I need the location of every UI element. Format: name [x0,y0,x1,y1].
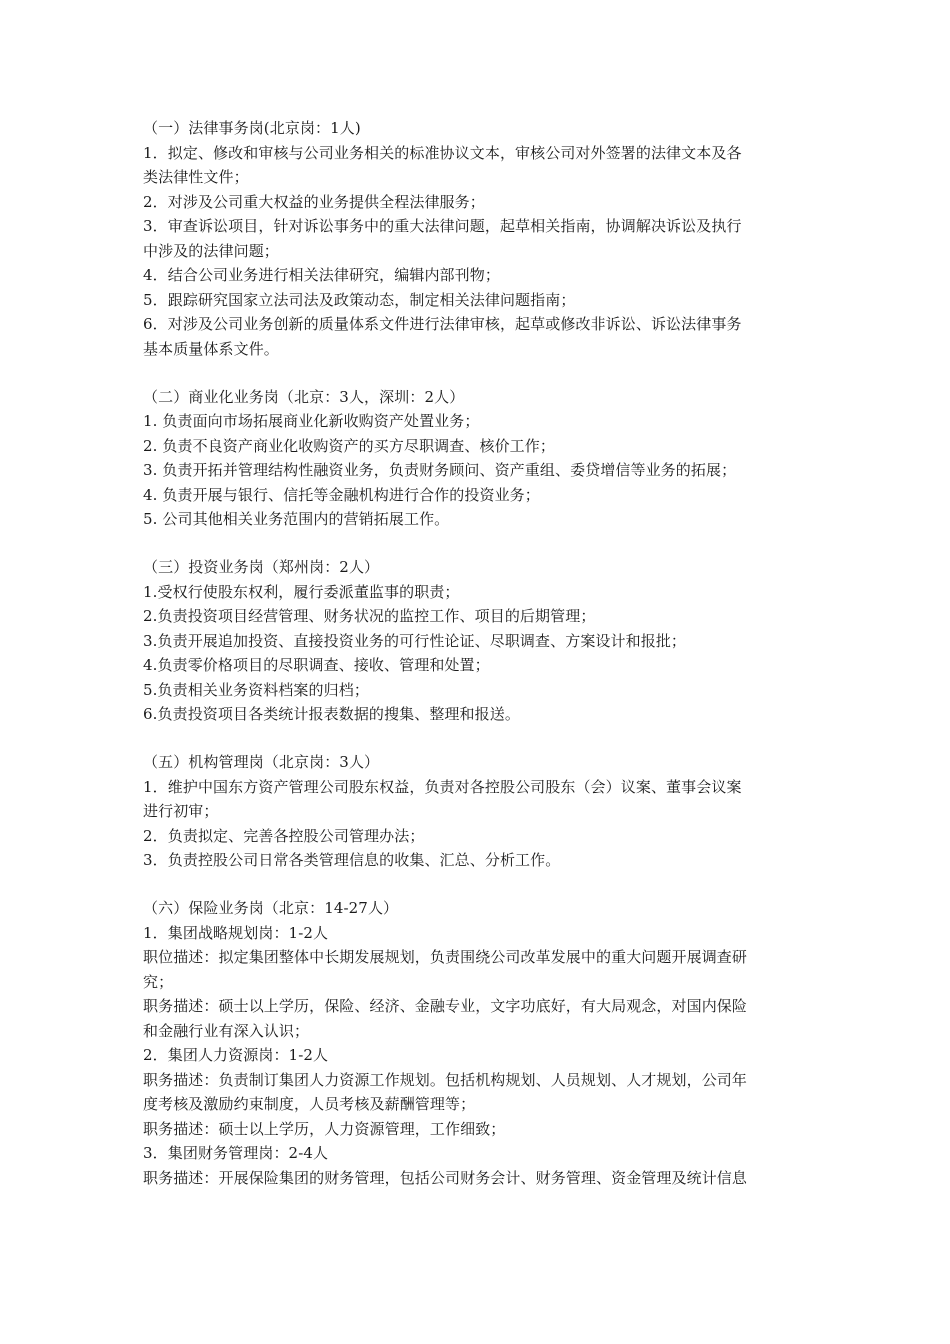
text-line: 1. 负责面向市场拓展商业化新收购资产处置业务； [143,412,480,430]
document-page [143,116,813,1214]
section-commercial-business [143,385,813,532]
section-heading: （二）商业化业务岗（北京：3人，深圳：2人） [143,387,465,406]
text-line: 职务描述：开展保险集团的财务管理，包括公司财务会计、财务管理、资金管理及统计信息 [143,1168,748,1187]
text-line: 4.负责零价格项目的尽职调查、接收、管理和处置； [143,656,490,674]
text-line: 职务描述：硕士以上学历，保险、经济、金融专业，文字功底好，有大局观念，对国内保险 [143,997,748,1015]
text-line: 5. 公司其他相关业务范围内的营销拓展工作。 [143,510,450,528]
text-line: 2．对涉及公司重大权益的业务提供全程法律服务； [143,192,485,211]
text-line: 1．拟定、修改和审核与公司业务相关的标准协议文本，审核公司对外签署的法律文本及各 [143,143,742,162]
text-line: 中涉及的法律问题； [143,241,279,260]
text-line: 4．结合公司业务进行相关法律研究，编辑内部刊物； [143,266,500,284]
sub-heading: 3．集团财务管理岗：2-4人 [143,1144,329,1162]
text-line: 3．审查诉讼项目，针对诉讼事务中的重大法律问题，起草相关指南，协调解决诉讼及执行 [143,217,742,235]
text-line: 度考核及激励约束制度，人员考核及薪酬管理等； [143,1095,476,1113]
text-line: 3．负责控股公司日常各类管理信息的收集、汇总、分析工作。 [143,851,561,869]
text-line: 职务描述：硕士以上学历，人力资源管理，工作细致； [143,1119,506,1138]
text-line: 2.负责投资项目经营管理、财务状况的监控工作、项目的后期管理； [143,607,596,625]
text-line: 2．负责拟定、完善各控股公司管理办法； [143,826,425,845]
section-heading: （三）投资业务岗（郑州岗：2人） [143,558,380,576]
text-line: 3. 负责开拓并管理结构性融资业务，负责财务顾问、资产重组、委贷增信等业务的拓展； [143,461,737,479]
text-line: 6．对涉及公司业务创新的质量体系文件进行法律审核，起草或修改非诉讼、诉讼法律事务 [143,315,742,333]
text-line: 5．跟踪研究国家立法司法及政策动态，制定相关法律问题指南； [143,290,576,309]
text-line: 究； [143,972,174,991]
section-heading: （六）保险业务岗（北京：14-27人） [143,899,399,917]
text-line: 1．维护中国东方资产管理公司股东权益，负责对各控股公司股东（会）议案、董事会议案 [143,777,742,796]
text-line: 4. 负责开展与银行、信托等金融机构进行合作的投资业务； [143,485,540,504]
text-line: 1.受权行使股东权利，履行委派董监事的职责； [143,582,460,601]
text-line: 类法律性文件； [143,168,249,186]
text-line: 5.负责相关业务资料档案的归档； [143,680,369,699]
text-line: 职务描述：负责制订集团人力资源工作规划。包括机构规划、人员规划、人才规划，公司年 [143,1070,748,1089]
text-line: 2. 负责不良资产商业化收购资产的买方尽职调查、核价工作； [143,436,555,455]
text-line: 职位描述：拟定集团整体中长期发展规划，负责围绕公司改革发展中的重大问题开展调查研 [143,948,748,966]
section-investment-business [143,555,813,727]
text-line: 进行初审； [143,802,219,820]
sub-heading: 1．集团战略规划岗：1-2人 [143,923,329,942]
section-heading: （一）法律事务岗(北京岗：1人) [143,119,361,137]
section-institution-management [143,750,813,873]
section-heading: （五）机构管理岗（北京岗：3人） [143,753,380,771]
sub-heading: 2．集团人力资源岗：1-2人 [143,1046,329,1064]
text-line: 3.负责开展追加投资、直接投资业务的可行性论证、尽职调查、方案设计和报批； [143,631,687,650]
text-line: 和金融行业有深入认识； [143,1021,310,1040]
text-line: 基本质量体系文件。 [143,339,279,358]
section-insurance-business [143,896,813,1190]
text-line: 6.负责投资项目各类统计报表数据的搜集、整理和报送。 [143,705,520,723]
section-legal-affairs [143,116,813,361]
